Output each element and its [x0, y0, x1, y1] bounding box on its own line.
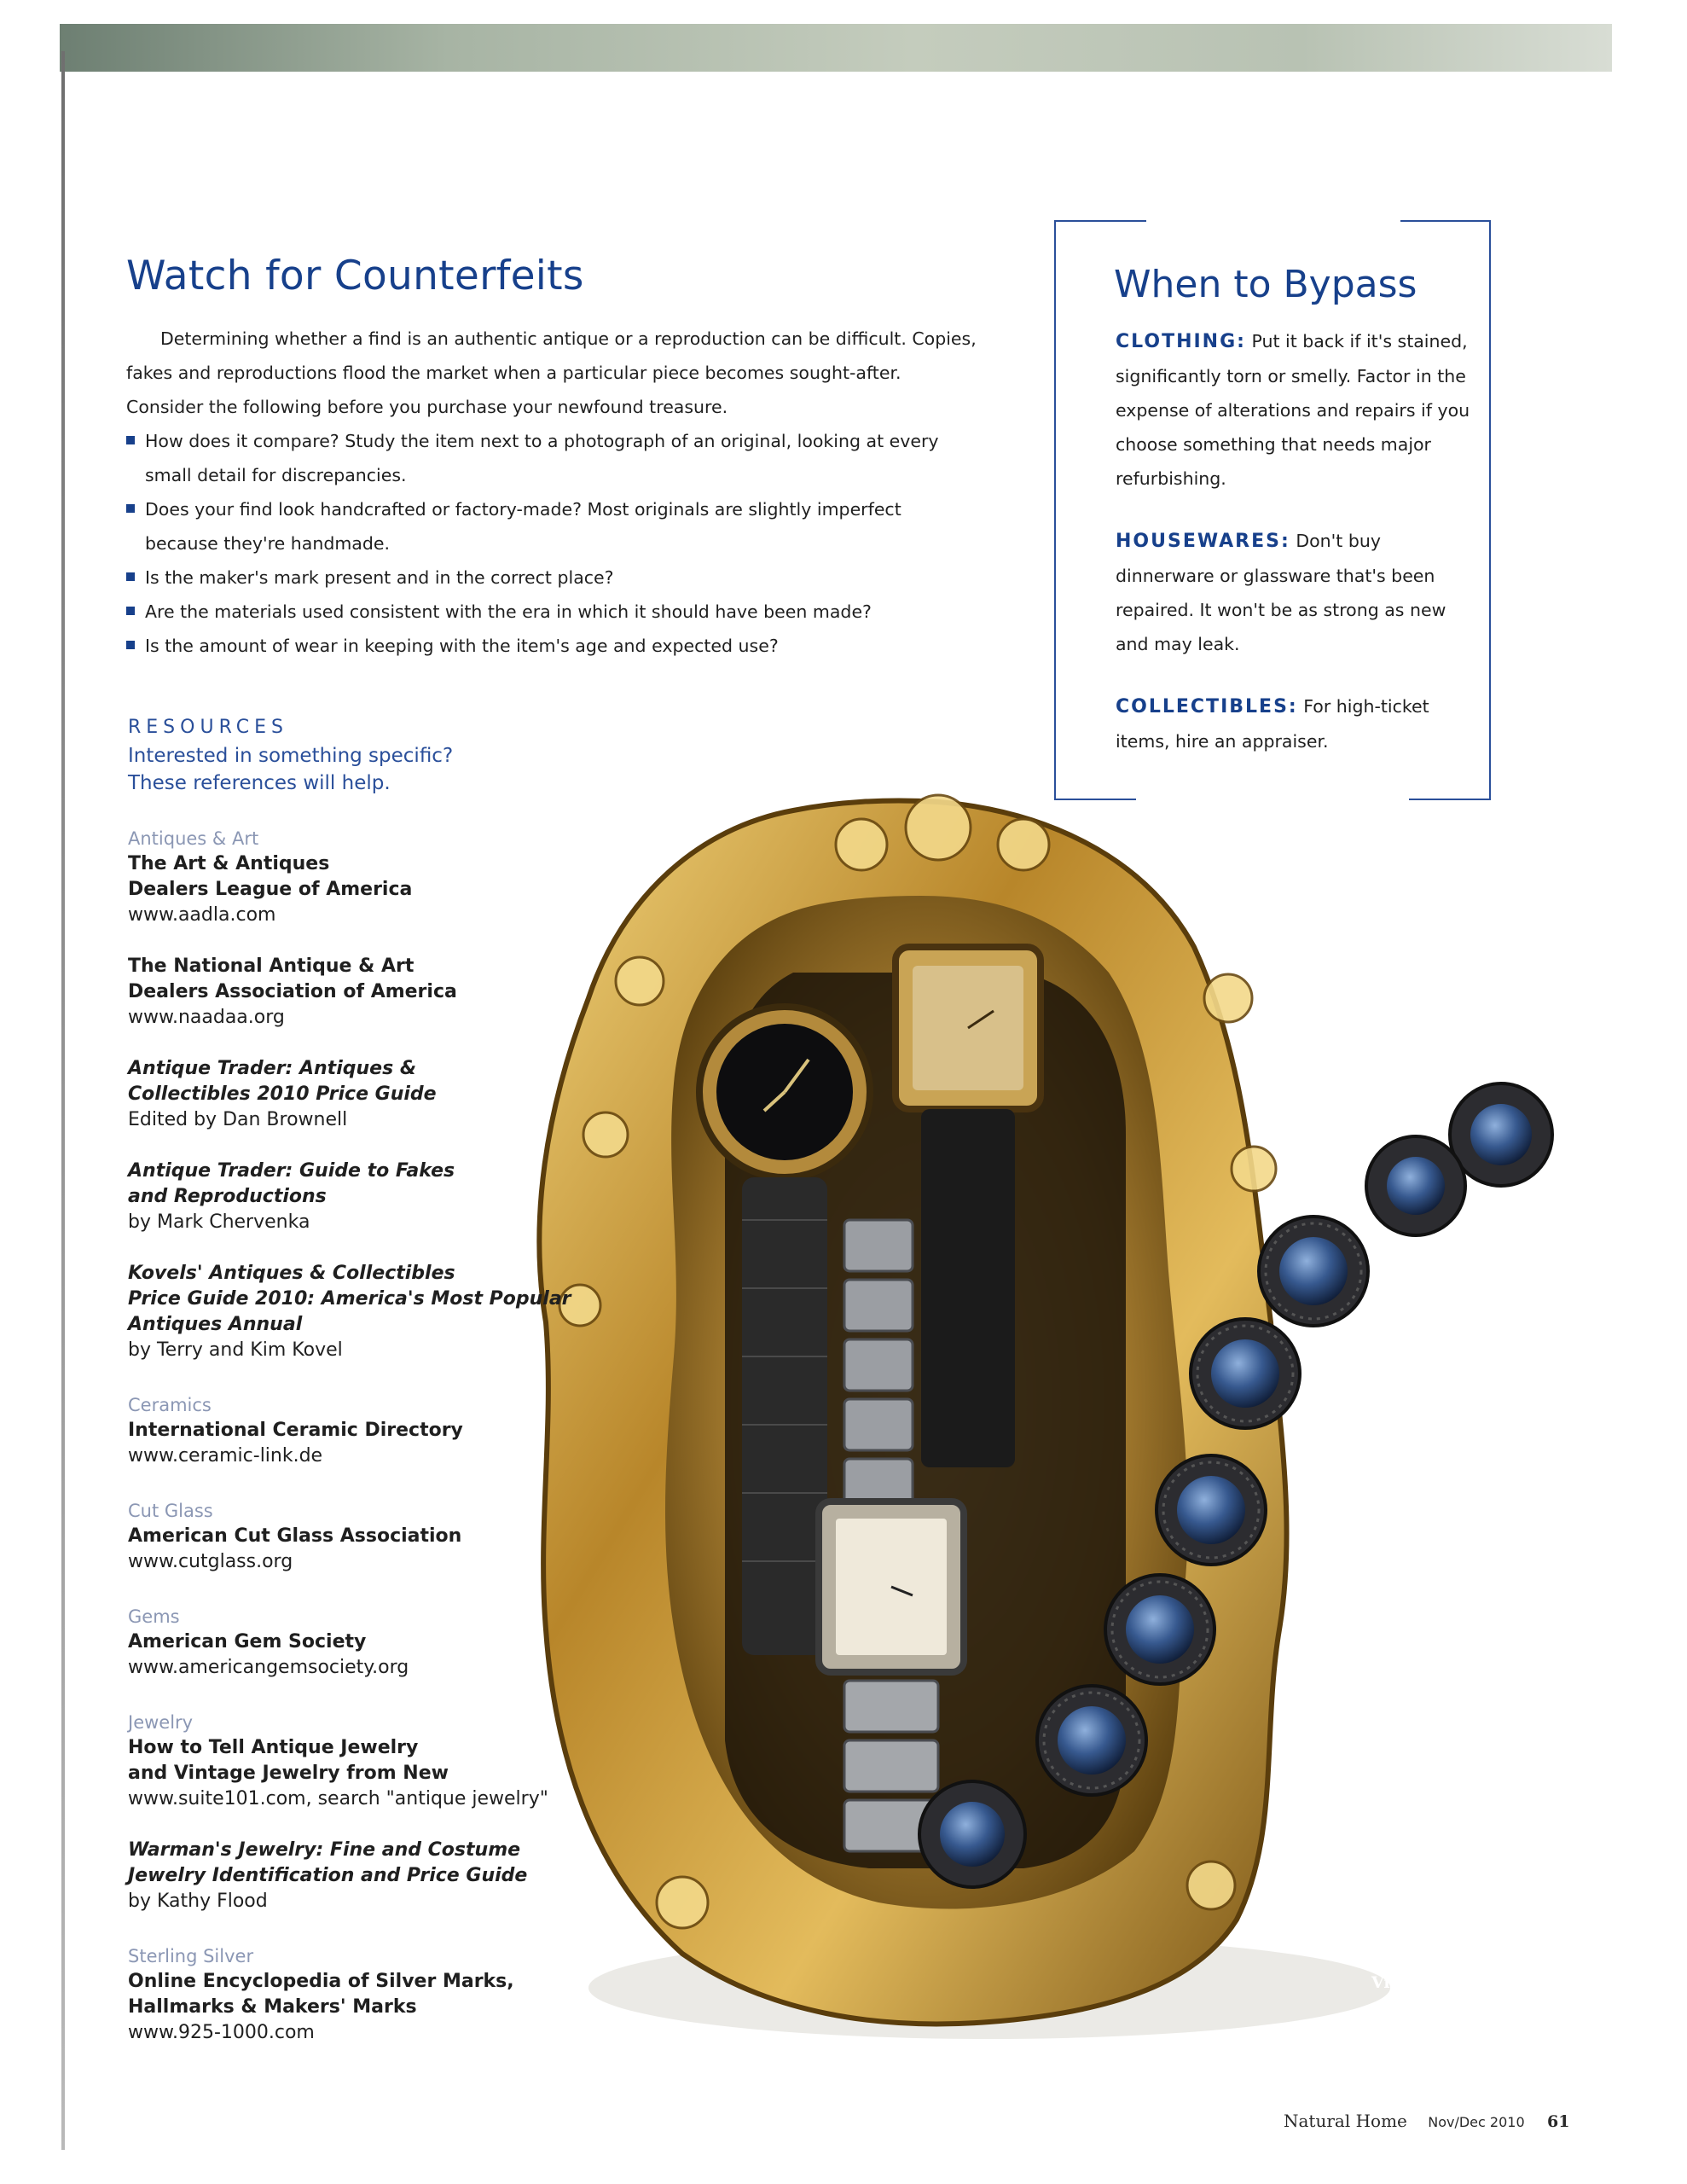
resources-heading: RESOURCES [128, 717, 288, 738]
category-ceramics: Ceramics [128, 1395, 212, 1415]
clothing-keyword: CLOTHING: [1116, 331, 1246, 352]
resource-author: by Terry and Kim Kovel [128, 1339, 343, 1361]
counterfeits-intro: Determining whether a find is an authentic antique or a reproduction can be difficult. Copies, fakes and reproductions flood the market when a particular piece becomes sought-after. Consider the following before you purchase your newfound treasure. [126, 328, 977, 417]
housewares-keyword: HOUSEWARES: [1116, 531, 1290, 552]
bypass-clothing [1116, 324, 1474, 496]
resources-section [128, 713, 606, 2046]
resource-url: www.cutglass.org [128, 1551, 293, 1572]
resource-entry [128, 1735, 606, 1812]
resource-title: Antiques Annual [128, 1314, 303, 1335]
list-item [126, 561, 979, 595]
resource-title: American Gem Society [128, 1631, 367, 1653]
resource-url: www.aadla.com [128, 904, 276, 926]
resource-title: and Vintage Jewelry from New [128, 1763, 449, 1784]
issue-date: Nov/Dec 2010 [1428, 2114, 1525, 2130]
caption-line: make great jewelry [1371, 1997, 1545, 2016]
category-sterling-silver: Sterling Silver [128, 1946, 254, 1966]
resource-author: by Kathy Flood [128, 1891, 268, 1912]
resource-title: Price Guide 2010: America's Most Popular [128, 1288, 571, 1310]
counterfeits-title: Watch for Counterfeits [126, 253, 584, 299]
bypass-housewares [1116, 524, 1474, 661]
page-footer [1284, 2111, 1569, 2131]
resource-title: Jewelry Identification and Price Guide [128, 1865, 528, 1886]
bullet-text: Is the amount of wear in keeping with the item's age and expected use? [145, 636, 779, 656]
resource-title: Dealers League of America [128, 879, 413, 900]
bullet-square-icon [126, 572, 135, 581]
caption-line: and watch holders. [1371, 2021, 1544, 2040]
page-number: 61 [1546, 2112, 1570, 2131]
resource-title: Online Encyclopedia of Silver Marks, [128, 1971, 514, 1992]
bullet-square-icon [126, 607, 135, 615]
collectibles-text: For high-ticket items, hire an appraiser. [1116, 696, 1429, 752]
list-item [126, 629, 979, 663]
collectibles-keyword: COLLECTIBLES: [1116, 696, 1298, 717]
resource-entry [128, 1056, 606, 1133]
list-item [126, 492, 979, 561]
resource-entry [128, 851, 606, 928]
resource-title: The Art & Antiques [128, 853, 330, 874]
category-gems: Gems [128, 1606, 180, 1627]
resource-entry [128, 1969, 606, 2046]
bullet-text: Is the maker's mark present and in the correct place? [145, 567, 614, 588]
category-jewelry: Jewelry [128, 1712, 194, 1733]
resource-entry [128, 1629, 606, 1681]
resource-url: www.925-1000.com [128, 2022, 315, 2043]
resource-title: American Cut Glass Association [128, 1525, 462, 1547]
category-antiques: Antiques & Art [128, 828, 259, 849]
resource-entry [128, 954, 606, 1031]
bullet-square-icon [126, 641, 135, 649]
bypass-collectibles [1116, 689, 1474, 758]
resource-entry [128, 1524, 606, 1575]
bullet-text: How does it compare? Study the item next to a photograph of an original, looking at every small detail for discrepancies. [145, 431, 939, 485]
resource-title: Collectibles 2010 Price Guide [128, 1083, 437, 1105]
resource-url: www.naadaa.org [128, 1007, 285, 1028]
resource-entry [128, 1159, 606, 1235]
magazine-name: Natural Home [1284, 2111, 1407, 2131]
bypass-sidebar [1054, 220, 1491, 800]
resource-title: Kovels' Antiques & Collectibles [128, 1263, 455, 1284]
bullet-text: Are the materials used consistent with the era in which it should have been made? [145, 601, 872, 622]
resource-title: International Ceramic Directory [128, 1420, 463, 1441]
list-item [126, 424, 979, 492]
page-edge-shadow [61, 51, 65, 2150]
resource-title: and Reproductions [128, 1186, 327, 1207]
clothing-text: Put it back if it's stained, significantly torn or smelly. Factor in the expense of alterations and repairs if you choose something that needs major refurbishing. [1116, 331, 1470, 489]
resource-url: www.suite101.com, search "antique jewelry" [128, 1788, 548, 1809]
category-cut-glass: Cut Glass [128, 1501, 213, 1521]
frame-corner [1054, 220, 1146, 222]
resource-entry [128, 1418, 606, 1469]
resource-title: Antique Trader: Guide to Fakes [128, 1160, 455, 1182]
resource-url: www.ceramic-link.de [128, 1445, 323, 1467]
caption-line: Vintage butter dishes [1371, 1973, 1568, 1992]
butter-dish-jewelry-photo [512, 776, 1612, 2082]
photo-caption [1371, 1971, 1568, 2042]
resource-title: Dealers Association of America [128, 981, 457, 1002]
bullet-square-icon [126, 504, 135, 513]
bullet-square-icon [126, 436, 135, 444]
resource-title: Warman's Jewelry: Fine and Costume [128, 1839, 521, 1861]
top-photo-strip [60, 24, 1612, 72]
resources-subtitle: These references will help. [128, 772, 391, 794]
housewares-text: Don't buy dinnerware or glassware that's been repaired. It won't be as strong as new and may leak. [1116, 531, 1446, 654]
resource-title: Hallmarks & Makers' Marks [128, 1996, 417, 2018]
bypass-title: When to Bypass [1114, 263, 1417, 306]
counterfeits-section [126, 253, 979, 663]
resource-author: by Mark Chervenka [128, 1211, 310, 1233]
resource-entry [128, 1838, 606, 1914]
bullet-text: Does your find look handcrafted or factory-made? Most originals are slightly imperfect because they're handmade. [145, 499, 901, 554]
frame-corner [1400, 220, 1491, 222]
resources-subtitle: Interested in something specific? [128, 745, 454, 767]
resource-title: The National Antique & Art [128, 956, 415, 977]
counterfeits-bullet-list [126, 424, 979, 663]
resource-author: Edited by Dan Brownell [128, 1109, 348, 1130]
resource-url: www.americangemsociety.org [128, 1657, 409, 1678]
resource-title: How to Tell Antique Jewelry [128, 1737, 419, 1758]
list-item [126, 595, 979, 629]
resource-title: Antique Trader: Antiques & [128, 1058, 417, 1079]
resource-entry [128, 1261, 606, 1363]
